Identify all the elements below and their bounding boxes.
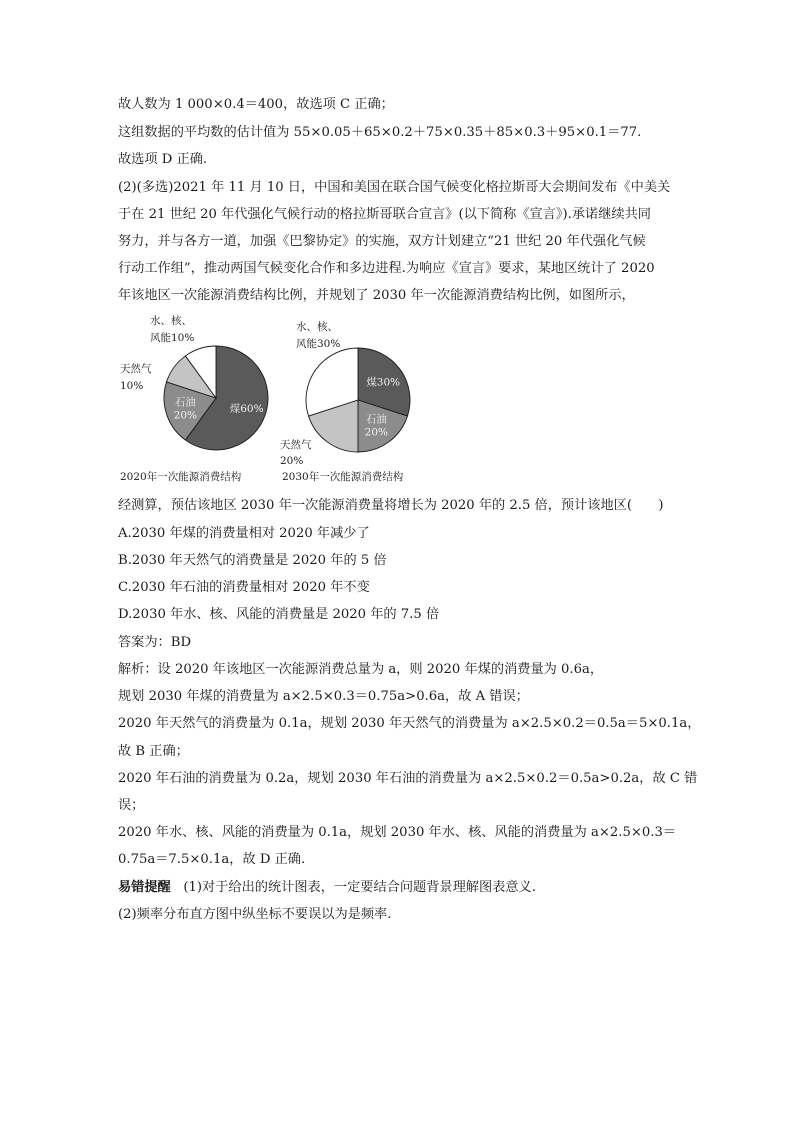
pie-outside-label-2030-2-0: 天然气 bbox=[280, 439, 312, 451]
pie-outside-label-2020-2-1: 10% bbox=[120, 380, 144, 392]
solution-line-5: 2020 年石油的消费量为 0.2a，规划 2030 年石油的消费量为 a×2.5×0.2＝0.5a>0.2a，故 C 错 bbox=[118, 771, 698, 786]
option-c: C.2030 年石油的消费量相对 2020 年不变 bbox=[118, 580, 370, 595]
tip-text-1: (1)对于给出的统计图表，一定要结合问题背景理解图表意义. bbox=[183, 880, 536, 895]
answer-line: 答案为：BD bbox=[118, 635, 192, 650]
pie-label-2030-1-1: 20% bbox=[364, 426, 389, 439]
question-text-line-4: 行动工作组”，推动两国气候变化合作和多边进程.为响应《宣言》要求，某地区统计了 2020 bbox=[118, 261, 655, 276]
question-text-line-3: 努力，并与各方一道，加强《巴黎协定》的实施，双方计划建立“21 世纪 20 年代强化气候 bbox=[118, 234, 646, 249]
solution-line-4: 故 B 正确； bbox=[118, 744, 189, 759]
pie-outside-label-2020-3-1: 风能10% bbox=[150, 332, 195, 344]
solution-line-7: 2020 年水、核、风能的消费量为 0.1a，规划 2030 年水、核、风能的消费量为 a×2.5×0.3＝ bbox=[118, 825, 677, 840]
pie-label-2030-1-0: 石油 bbox=[365, 413, 387, 426]
prev-solution-line-3: 故选项 D 正确. bbox=[118, 152, 208, 167]
pie-label-2030-0-0: 煤30% bbox=[366, 376, 401, 389]
solution-line-2: 规划 2030 年煤的消费量为 a×2.5×0.3＝0.75a>0.6a，故 A 错误； bbox=[118, 689, 529, 704]
pie-outside-label-2030-2-1: 20% bbox=[280, 455, 304, 467]
pie-label-2020-1-1: 20% bbox=[173, 409, 198, 422]
tip-line-1 bbox=[118, 879, 536, 897]
energy-pie-charts bbox=[110, 312, 440, 484]
pie-outside-label-2030-3-0: 水、核、 bbox=[296, 321, 338, 333]
prev-solution-line-1: 故人数为 1 000×0.4＝400，故选项 C 正确； bbox=[118, 97, 394, 112]
pie-outside-label-2020-2-0: 天然气 bbox=[120, 363, 152, 375]
prev-solution-line-2: 这组数据的平均数的估计值为 55×0.05＋65×0.2＋75×0.35＋85×0.3＋95×0.1＝77. bbox=[118, 125, 642, 140]
pie-label-2020-1-0: 石油 bbox=[174, 396, 196, 409]
solution-line-6: 误； bbox=[118, 798, 145, 813]
solution-line-8: 0.75a＝7.5×0.1a，故 D 正确. bbox=[118, 852, 306, 867]
pie-title-2020: 2020年一次能源消费结构 bbox=[120, 471, 242, 483]
solution-line-1: 解析：设 2020 年该地区一次能源消费总量为 a，则 2020 年煤的消费量为 0.6a， bbox=[118, 662, 604, 677]
pie-charts-svg bbox=[110, 312, 440, 484]
option-b: B.2030 年天然气的消费量是 2020 年的 5 倍 bbox=[118, 553, 387, 568]
pie-label-2020-0-0: 煤60% bbox=[229, 402, 264, 415]
question-text-line-5: 年该地区一次能源消费结构比例，并规划了 2030 年一次能源消费结构比例，如图所示， bbox=[118, 288, 635, 303]
tip-title: 易错提醒 bbox=[118, 880, 171, 895]
question-text-line-1: (2)(多选)2021 年 11 月 10 日，中国和美国在联合国气候变化格拉斯哥大会期间发布《中美关 bbox=[118, 180, 671, 195]
question-text-line-6: 经测算，预估该地区 2030 年一次能源消费量将增长为 2020 年的 2.5 倍，预计该地区( ) bbox=[118, 498, 664, 513]
question-text-line-2: 于在 21 世纪 20 年代强化气候行动的格拉斯哥联合宣言》(以下简称《宣言》).承诺继续共同 bbox=[118, 207, 651, 222]
pie-outside-label-2030-3-1: 风能30% bbox=[296, 338, 341, 350]
option-d: D.2030 年水、核、风能的消费量是 2020 年的 7.5 倍 bbox=[118, 607, 440, 622]
solution-line-3: 2020 年天然气的消费量为 0.1a，规划 2030 年天然气的消费量为 a×2.5×0.2＝0.5a＝5×0.1a， bbox=[118, 716, 701, 731]
tip-line-2: (2)频率分布直方图中纵坐标不要误以为是频率. bbox=[118, 907, 392, 922]
option-a: A.2030 年煤的消费量相对 2020 年减少了 bbox=[118, 526, 370, 541]
pie-title-2030: 2030年一次能源消费结构 bbox=[282, 471, 404, 483]
pie-outside-label-2020-3-0: 水、核、 bbox=[150, 315, 192, 327]
